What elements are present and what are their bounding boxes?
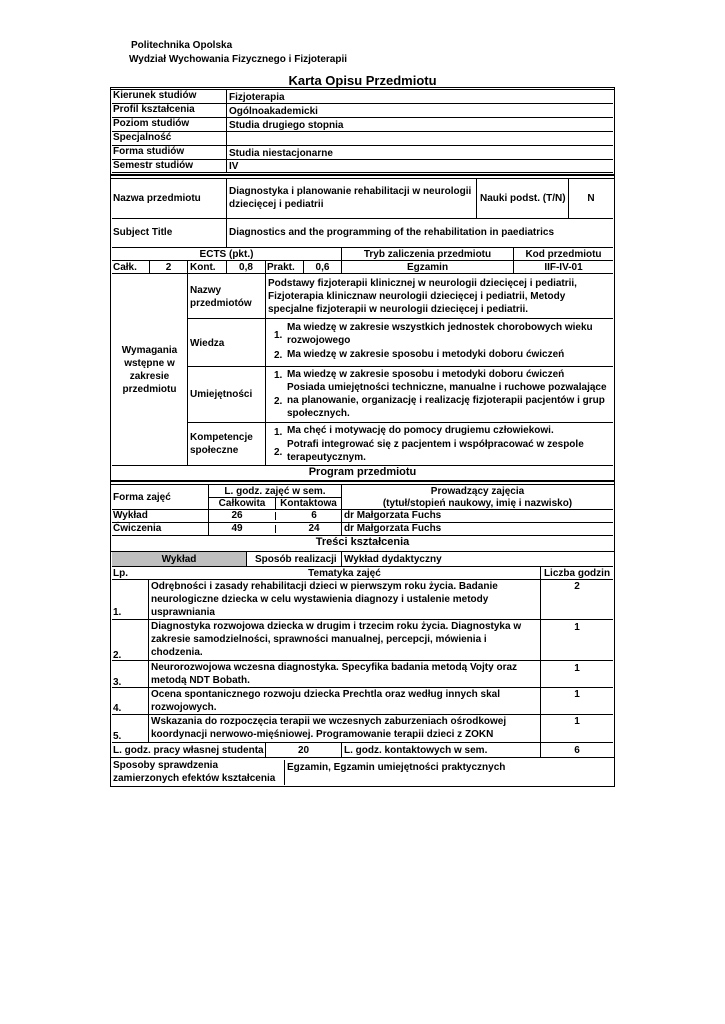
topic-text: Ocena spontanicznego rozwoju dziecka Prechtla oraz według innych skal rozwojowych. [151,689,500,713]
topic-number: 1. [113,607,122,618]
kod-label: Kod przedmiotu [525,249,602,260]
page-title: Karta Opisu Przedmiotu [288,73,437,88]
umiejetnosci-label: Umiejętności [190,389,253,400]
topic-hours: 1 [574,622,580,633]
program-row-value: IV [229,161,239,172]
kontaktowa-value: 6 [311,510,317,521]
godz-label: L. godz. zajęć w sem. [224,486,326,497]
content-title: Treści kształcenia [315,536,410,548]
prowadzacy-label: Prowadzący zajęcia [430,486,525,497]
tematyka-header: Tematyka zajęć [308,568,381,579]
wiedza-item: Ma wiedzę w zakresie wszystkich jednostek chorobowych wieku rozwojowego [287,322,593,346]
kontaktowa-label: Kontaktowa [280,498,337,509]
calk-value: 2 [165,262,172,273]
topic-text: Odrębności i zasady rehabilitacji dzieci w pierwszym roku życia. Badanie neurologiczne dziecka w celu wystawienia diagnozy i ustalenie metody usprawniania [151,581,498,618]
topic-number: 3. [113,677,122,688]
own-work-value: 20 [297,745,310,756]
assessment-label: Sposoby sprawdzenia zamierzonych efektów kształcenia [113,760,276,784]
wiedza-item: Ma wiedzę w zakresie sposobu i metodyki doboru ćwiczeń [287,349,565,360]
assessment-value: Egzamin, Egzamin umiejętności praktycznych [287,762,506,773]
kont-value: 0,8 [239,262,253,273]
prakt-label: Prakt. [267,262,295,273]
topic-text: Diagnostyka rozwojowa dziecka w drugim i trzecim roku życia. Diagnostyka w zakresie samodzielności, sprawności manualnej, percepcji, mówienia i chodzenia. [151,621,522,658]
nauki-value: N [587,193,595,204]
calkowita-value: 49 [231,523,243,534]
list-number: 1. [274,330,283,341]
program-row-label: Specjalność [113,132,172,143]
program-row-value: Studia drugiego stopnia [229,120,344,131]
contact-label: L. godz. kontaktowych w sem. [344,745,488,756]
type-label: Wykład [161,554,197,565]
calkowita-value: 26 [231,510,243,521]
kompetencje-label: Kompetencje społeczne [190,432,253,456]
nazwy-value: Podstawy fizjoterapii klinicznej w neurologii dziecięcej i pediatrii, Fizjoterapia klinicznaw neurologii dziecięcej i pediatrii, Metody specjalne fizjoterapii w neurologii dziecięcej i pediatrii. [268,278,577,315]
forma-value: Ćwiczenia [113,523,162,534]
ects-label: ECTS (pkt.) [199,249,254,260]
calk-label: Całk. [113,262,137,273]
umiejetnosci-item: Posiada umiejętności techniczne, manualne i ruchowe pozwalające na planowanie, organizację i realizację fizjoterapii pacjentów i grup społecznych. [287,382,607,419]
teacher-name: dr Małgorzata Fuchs [344,523,442,534]
nauki-label: Nauki podst. (T/N) [480,193,566,204]
lp-header: Lp. [113,568,128,579]
program-row-label: Kierunek studiów [113,90,197,101]
list-number: 2. [274,350,283,361]
prakt-value: 0,6 [315,262,330,273]
program-row-label: Semestr studiów [113,160,194,171]
kompetencje-item: Potrafi integrować się z pacjentem i współpracować w zespole terapeutycznym. [287,439,584,463]
topic-hours: 1 [574,663,580,674]
nazwy-label: Nazwy przedmiotów [190,285,252,309]
prowadzacy-sub: (tytuł/stopień naukowy, imię i nazwisko) [382,498,573,509]
teacher-name: dr Małgorzata Fuchs [344,510,442,521]
own-work-label: L. godz. pracy własnej studenta [113,745,264,756]
kod-value: IIF-IV-01 [544,262,583,273]
list-number: 1. [274,427,283,438]
forma-value: Wykład [113,510,148,521]
course-name-label: Nazwa przedmiotu [113,193,201,204]
program-row-value: Studia niestacjonarne [229,148,333,159]
umiejetnosci-item: Ma wiedzę w zakresie sposobu i metodyki doboru ćwiczeń [287,369,565,380]
university-name: Politechnika Opolska [131,40,233,51]
contact-value: 6 [574,745,580,756]
tryb-value: Egzamin [406,262,449,273]
kont-label: Kont. [190,262,216,273]
program-row-value: Ogólnoakademicki [229,106,318,117]
kompetencje-item: Ma chęć i motywację do pomocy drugiemu człowiekowi. [287,425,554,436]
sposob-value: Wykład dydaktyczny [344,554,442,565]
hours-header: Liczba godzin [543,568,611,579]
topic-hours: 1 [574,689,580,700]
sposob-label: Sposób realizacji [255,554,337,565]
list-number: 1. [274,370,283,381]
program-title: Program przedmiotu [308,466,417,478]
course-name: Diagnostyka i planowanie rehabilitacji w neurologii dziecięcej i pediatrii [229,186,472,210]
faculty-name: Wydział Wychowania Fizycznego i Fizjoterapii [129,54,348,65]
program-row-label: Forma studiów [113,146,185,157]
kontaktowa-value: 24 [308,523,320,534]
topic-text: Neurorozwojowa wczesna diagnostyka. Specyfika badania metodą Vojty oraz metodą NDT Bobath. [151,662,518,686]
topic-number: 4. [113,703,122,714]
list-number: 2. [274,447,283,458]
calkowita-label: Całkowita [218,498,266,509]
subject-title: Diagnostics and the programming of the rehabilitation in paediatrics [229,227,555,238]
tryb-label: Tryb zaliczenia przedmiotu [363,249,492,260]
topic-text: Wskazania do rozpoczęcia terapii we wczesnych zaburzeniach ośrodkowej koordynacji nerwowo-mięśniowej. Programowanie terapii dzieci z ZOKN [151,716,507,740]
topic-hours: 1 [574,716,580,727]
forma-label: Forma zajęć [113,492,171,503]
list-number: 2. [274,396,283,407]
program-row-label: Profil kształcenia [113,104,195,115]
topic-number: 2. [113,650,122,661]
requirements-label: Wymagania wstępne w zakresie przedmiotu [121,345,178,395]
program-row-label: Poziom studiów [113,118,190,129]
wiedza-label: Wiedza [190,338,225,349]
topic-hours: 2 [574,581,580,592]
subject-title-label: Subject Title [113,227,173,238]
program-row-value: Fizjoterapia [229,92,285,103]
topic-number: 5. [113,731,122,742]
